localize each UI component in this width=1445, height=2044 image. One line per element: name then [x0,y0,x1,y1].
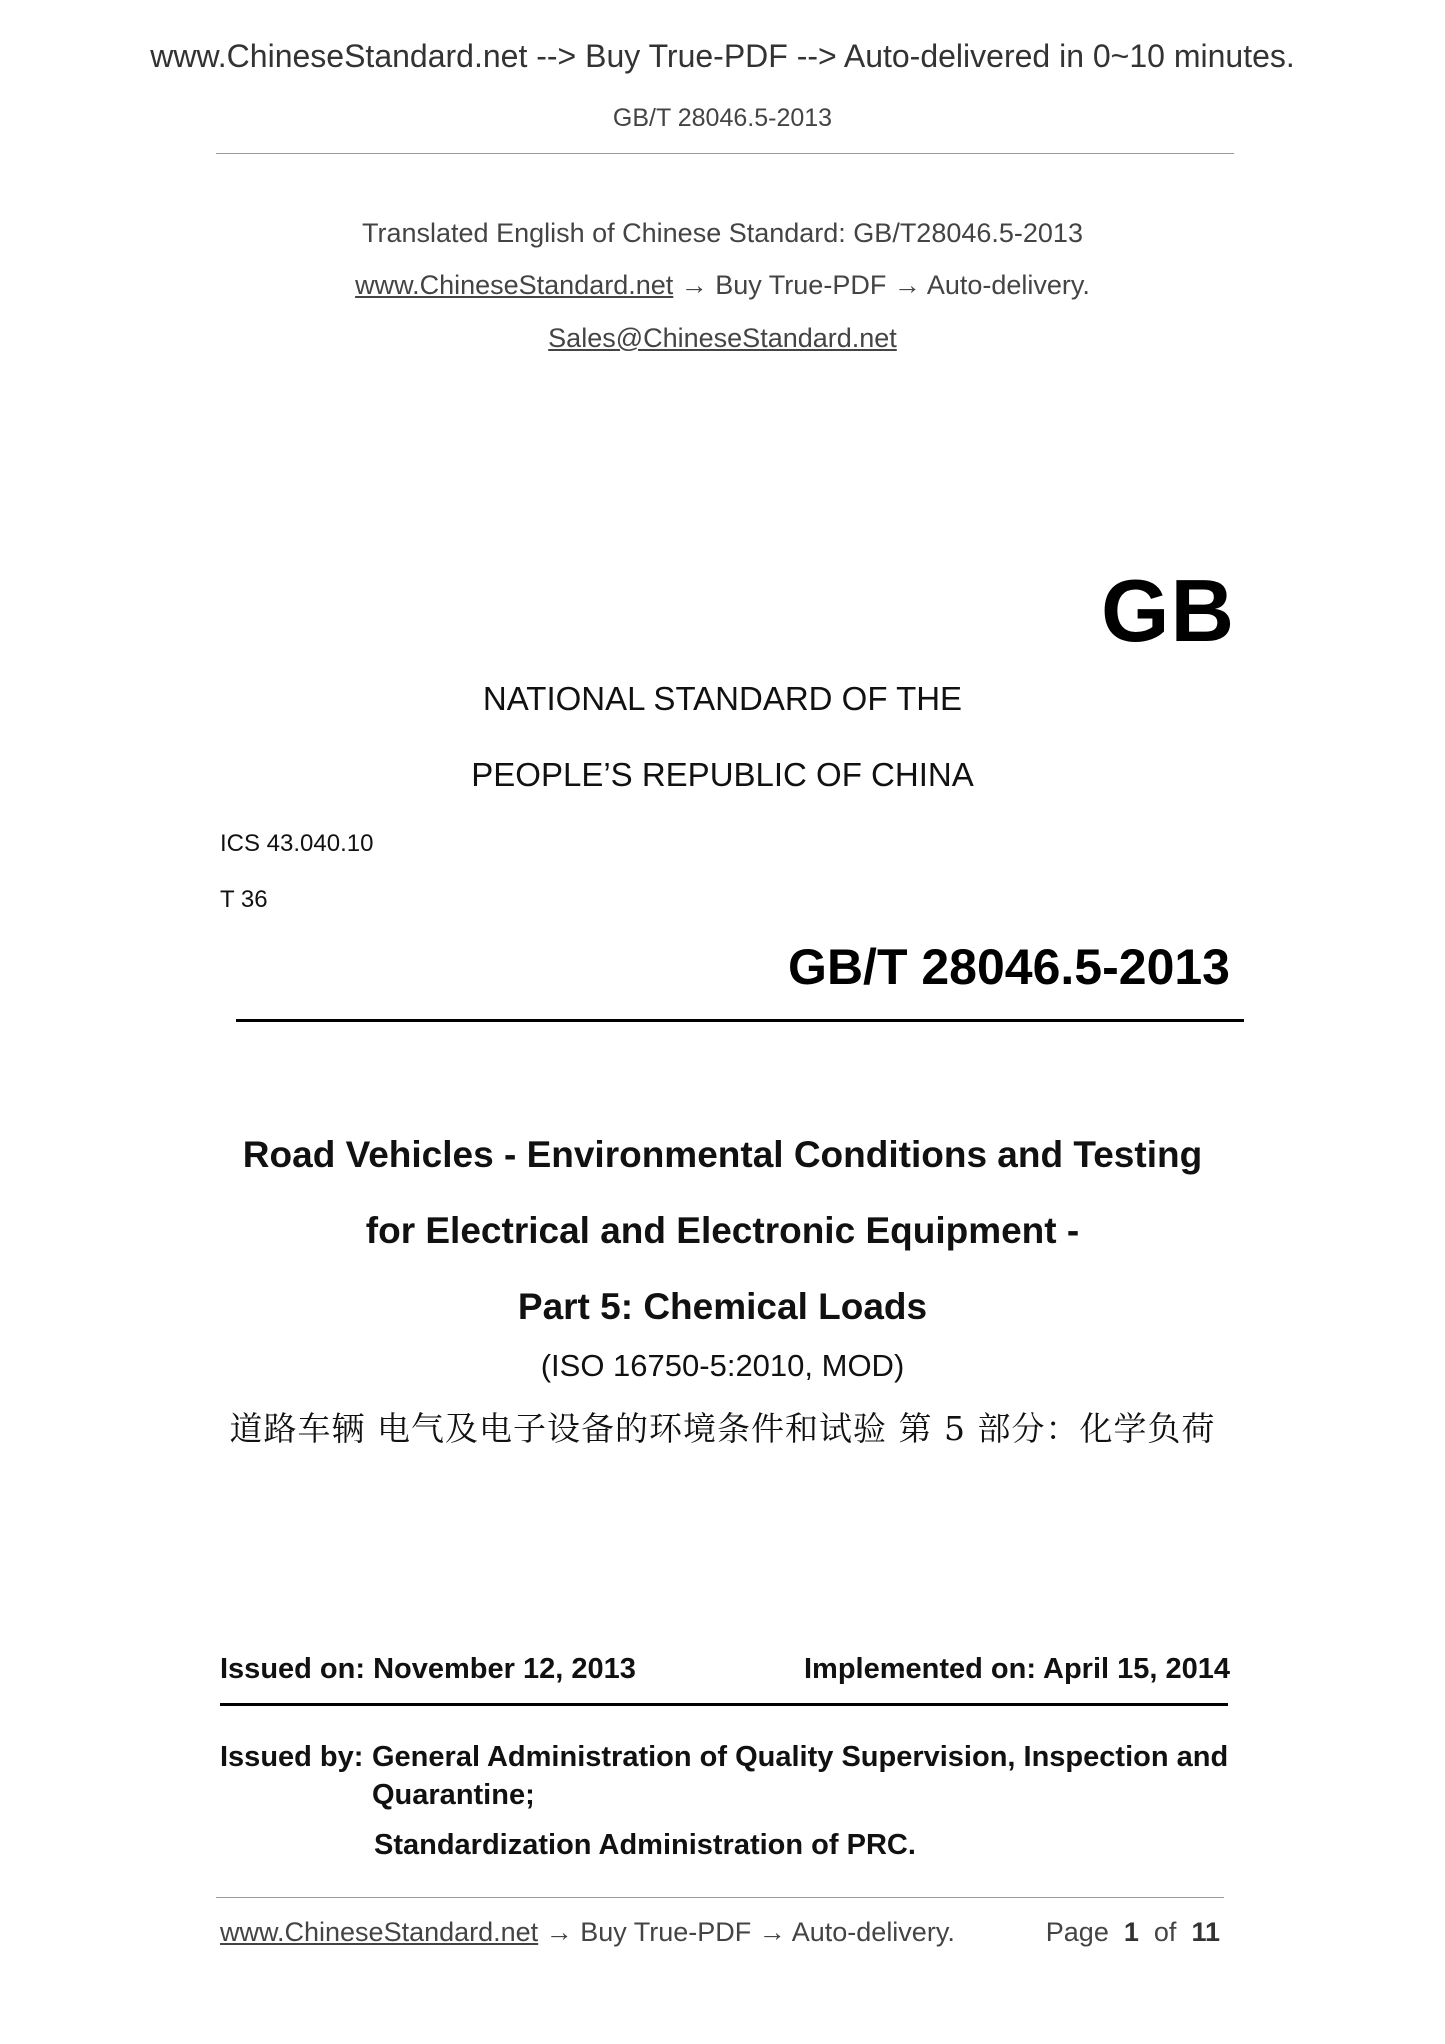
footer-divider [216,1897,1224,1898]
running-header-code: GB/T 28046.5-2013 [612,104,833,132]
issuer-1: General Administration of Quality Supervision, Inspection and Quarantine; [372,1741,1229,1811]
chinese-title: 道路车辆 电气及电子设备的环境条件和试验 第 5 部分：化学负荷 [229,1409,1216,1448]
national-standard-line-2: PEOPLE’S REPUBLIC OF CHINA [471,756,974,793]
page-total: 11 [1191,1917,1220,1947]
title-line-3: Part 5: Chemical Loads [517,1286,928,1327]
implemented-on-date: Implemented on: April 15, 2014 [804,1653,1230,1685]
footer-link-line [220,1917,955,1948]
header-divider [216,153,1234,154]
iso-reference: (ISO 16750-5:2010, MOD) [540,1348,905,1383]
number-divider [236,1019,1244,1022]
top-banner: www.ChineseStandard.net --> Buy True-PDF --> Auto-delivered in 0~10 minutes. [150,38,1295,74]
translation-notice: Translated English of Chinese Standard: GB/T28046.5-2013 [362,218,1083,248]
gb-mark: GB [1101,561,1235,660]
page-current: 1 [1123,1917,1139,1947]
standard-number: GB/T 28046.5-2013 [788,939,1230,995]
footer-site-link[interactable]: www.ChineseStandard.net [220,1917,539,1947]
issued-on-date: Issued on: November 12, 2013 [220,1653,636,1685]
page-number [1046,1917,1220,1948]
ics-code: ICS 43.040.10 [220,830,374,857]
site-link[interactable]: www.ChineseStandard.net [355,270,674,300]
footer-site-tail: → Buy True-PDF → Auto-delivery. [538,1917,955,1947]
dates-divider [220,1703,1228,1706]
title-line-2: for Electrical and Electronic Equipment - [365,1210,1080,1251]
intro-link-line [0,270,1445,301]
national-standard-line-1: NATIONAL STANDARD OF THE [482,680,963,717]
page-of: of [1153,1917,1177,1947]
sales-line [0,323,1445,354]
issuer-2: Standardization Administration of PRC. [374,1829,916,1861]
title-line-1: Road Vehicles - Environmental Conditions and Testing [242,1134,1203,1175]
sales-email-link[interactable]: Sales@ChineseStandard.net [548,323,897,353]
site-link-tail: → Buy True-PDF → Auto-delivery. [673,270,1090,300]
t-code: T 36 [220,886,268,913]
issued-by-label: Issued by: [220,1741,364,1773]
page-label: Page [1045,1917,1109,1947]
